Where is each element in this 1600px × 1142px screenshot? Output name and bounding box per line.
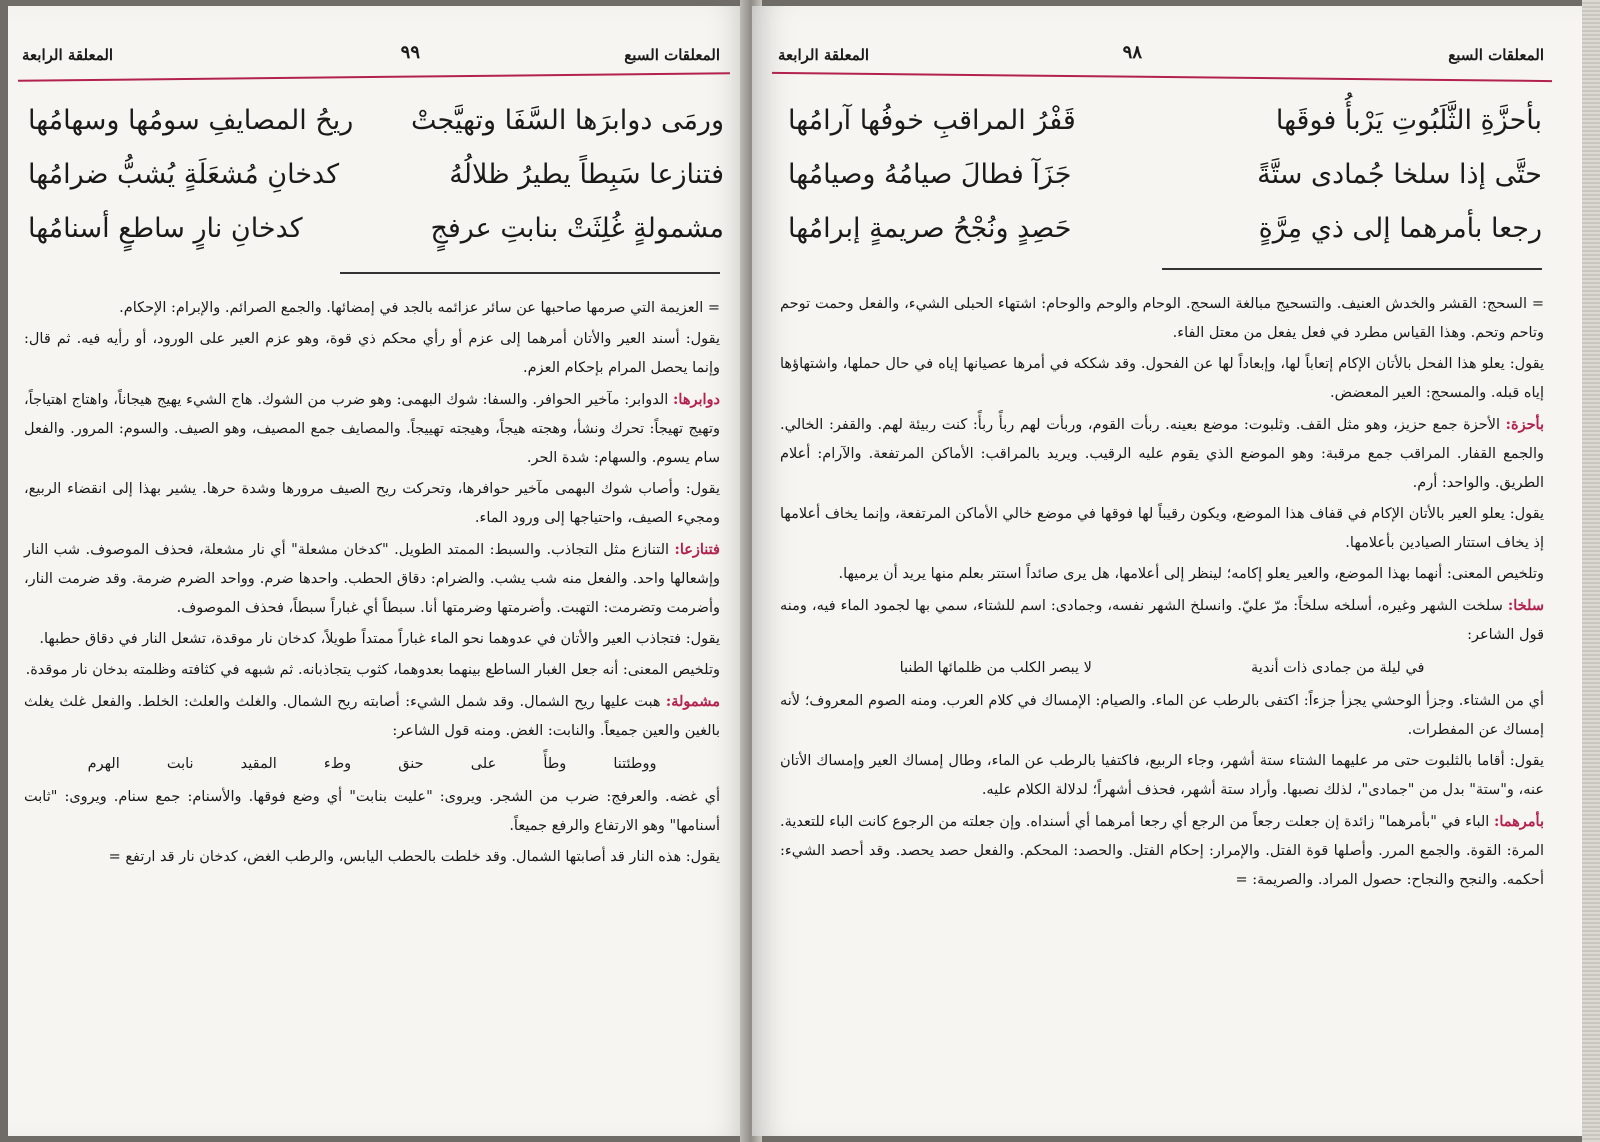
header-book-title: المعلقات السبع [1448,46,1544,64]
gloss-term: مشمولة: [665,693,721,710]
page-edges [1582,0,1600,1142]
header-section-title: المعلقة الرابعة [778,46,870,64]
verse-second-hemistich: قَفْرُ المراقبِ خوفُها آرامُها [788,105,1076,136]
commentary [780,290,1544,897]
gloss-term: بأمرهما: [1493,813,1544,830]
verse-first-hemistich: حتَّى إذا سلخا جُمادى ستَّةً [1257,159,1542,190]
verse-second-hemistich: جَزَآ فطالَ صيامُهُ وصيامُها [788,159,1072,190]
verse-line [788,202,1542,256]
page-header [8,40,750,74]
gloss-term: فتنازعا: [674,541,720,558]
verse-divider [1162,268,1542,270]
gloss-term: دوابرها: [673,391,720,408]
verse-first-hemistich: ورمَى دوابرَها السَّفَا وتهيَّجتْ [410,105,724,136]
verse-first-hemistich: فتنازعا سَبِطاً يطيرُ ظلالُهُ [449,159,724,190]
verse-second-hemistich: كدخانِ مُشعَلَةٍ يُشبُّ ضرامُها [28,159,340,190]
commentary-paragraph: يقول: أقاما بالثلبوت حتى مر عليهما الشتاء ستة أشهر، وجاء الربيع، فاكتفيا بالرطب عن الماء، وطال إمساك العير وإمساك الأتان عنه، و"ستة" بدل من "جمادى"، لذلك نصبها. وأراد ستة أشهر، فحذف أشهراً؛ لدلالة الكلام عليه. [780,753,1544,798]
commentary-paragraph: دوابرها: الدوابر: مآخير الحوافر. والسفا: شوك البهمى: وهو ضرب من الشوك. هاج الشيء يهيج هيجاناً، واهتاج اهتياجاً، وتهيج تهيجاً: تحرك ونشأ، وهجته هيجاً، وهيجته تهييجاً. والمصايف جمع المصيف، وهو الصيف. والسوم: المرور. والفعل سام يسوم. والسهام: شدة الحر. [24,391,720,466]
verse-second-hemistich: ريحُ المصايفِ سومُها وسهامُها [28,105,354,136]
quoted-verse: ووطئتنا وطأً على حنق وطء المقيد نابت الهرم [87,756,657,772]
commentary-paragraph: سلخا: سلخت الشهر وغيره، أسلخه سلخاً: مرّ عليّ. وانسلخ الشهر نفسه، وجمادى: اسم للشتاء، سمي بها لجمود الماء فيه، ومنه قول الشاعر: [780,597,1544,643]
gloss-term: سلخا: [1507,597,1544,614]
commentary-paragraph: أي من الشتاء. وجزأ الوحشي يجزأ جزءاً: اكتفى بالرطب عن الماء. والصيام: الإمساك في كلام العرب. ومنه الصوم المعروف؛ لأنه إمساك عن المفطرات. [780,693,1544,738]
commentary-paragraph: يقول: يعلو هذا الفحل بالأتان الإكام إتعاباً لها، وإبعاداً لها عن الفحول. وقد شككه في أمرها عصيانها إياه في حال حملها، واشتهاؤها إياه قبله. والمسحج: العير المعضض. [780,356,1544,401]
commentary-paragraph: وتلخيص المعنى: أنه جعل الغبار الساطع بينهما بعدوهما، كثوب يتجاذبانه. ثم شبهه في كثافته وظلمته بدخان نار موقدة. [25,662,720,678]
verse-first-hemistich: رجعا بأمرهما إلى ذي مِرَّةٍ [1258,213,1542,244]
commentary-paragraph: وتلخيص المعنى: أنهما بهذا الموضع، والعير يعلو إكامه؛ لينظر إلى أعلامها، هل يرى صائداً استتر بعلم منها يريد أن يرميها. [838,566,1544,582]
page-header [752,40,1582,74]
verse-first-hemistich: مشمولةٍ غُلِثَتْ بنابتِ عرفجٍ [430,213,724,244]
commentary-paragraph: بأمرهما: الباء في "بأمرهما" زائدة إن جعلت رجعاً من الرجع أي رجعا أمرهما أي أسنداه. وإن جعلته من الرجوع كانت الباء للتعدية. المرة: القوة. والجمع المرر. وأصلها قوة الفتل. والإمرار: إحكام الفتل. والحصد: المحكم. والفعل حصد يحصد. وقد أحصد الشيء: أحكمه. والنجح والنجاح: حصول المراد. والصريمة: = [780,813,1544,888]
verses-block [788,94,1542,256]
commentary-paragraph: يقول: أسند العير والأتان أمرهما إلى عزم أو رأي محكم ذي قوة، وهو عزم العير على الورود، أو رأيه فيه. ثم قال: وإنما يحصل المرام بإحكام العزم. [24,331,720,376]
verse-line [28,94,724,148]
commentary-paragraph: = العزيمة التي صرمها صاحبها عن سائر عزائمه بالجد في إمضائها. والجمع الصرائم. والإبرام: الإحكام. [119,300,720,316]
verse-second-hemistich: كدخانِ نارٍ ساطعٍ أسنامُها [28,213,303,244]
commentary-paragraph: بأحزة: الأحزة جمع حزيز، وهو مثل القف. وثلبوت: موضع بعينه. ربأت القوم، وربأت لهم ربأً ربأً: كنت ربيئة لهم. والقفر: الخالي. والجمع القفار. المراقب جمع مرقبة: وهو الموضع الذي يقوم عليه الرقيب. ويريد بالمراقب: الأماكن المرتفعة. والآرام: أعلام الطريق. والواحد: أرم. [780,416,1544,491]
commentary-paragraph: = السحج: القشر والخدش العنيف. والتسحيج مبالغة السحج. الوحام والوحم والوحام: اشتهاء الحبلى الشيء، والفعل وحمت توحم وتاحم وتحم. وهذا القياس مطرد في فعل يفعل من معتل الفاء. [780,296,1544,341]
gloss-term: بأحزة: [1505,416,1544,433]
page-number: ٩٨ [1122,42,1142,63]
commentary-paragraph: يقول: هذه النار قد أصابتها الشمال. وقد خلطت بالحطب اليابس، والرطب الغض، كدخان نار قد ارتفع = [108,849,720,865]
commentary-paragraph: يقول: فتجاذب العير والأتان في عدوهما نحو الماء غباراً ممتداً طويلاً، كدخان نار موقدة، تشعل النار في دقاق حطبها. [39,631,720,647]
commentary-paragraph: يقول: وأصاب شوك البهمى مآخير حوافرها، وتحركت ريح الصيف مرورها وشدة حرها. يشير بهذا إلى انقضاء الربيع، ومجيء الصيف، واحتياجها إلى ورود الماء. [24,481,720,526]
page-number: ٩٩ [400,42,420,63]
quoted-verse: في ليلة من جمادى ذات أندية لا يبصر الكلب من ظلمائها الطنبا [899,660,1425,676]
header-book-title: المعلقات السبع [624,46,720,64]
verse-second-hemistich: حَصِدٍ ونُجْحُ صريمةٍ إبرامُها [788,213,1072,244]
commentary-paragraph: مشمولة: هبت عليها ريح الشمال. وقد شمل الشيء: أصابته ريح الشمال. والغلث والعلث: الخلط. والفعل غلث يغلث بالغين والعين جميعاً. والنابت: الغض. ومنه قول الشاعر: [24,693,721,739]
verse-line [788,148,1542,202]
verse-line [28,148,724,202]
header-section-title: المعلقة الرابعة [22,46,114,64]
commentary [24,294,720,874]
verses-block [28,94,724,256]
page-99 [8,6,750,1136]
commentary-paragraph: فتنازعا: التنازع مثل التجاذب. والسبط: الممتد الطويل. "كدخان مشعلة" أي نار مشعلة، فحذف الموصوف. شب النار وإشعالها واحد. والفعل منه شب يشب. والضرام: دقاق الحطب. واحدها ضرم. وواحد الضرم ضرمة. وقد ضرمت النار، وأضرمت وتضرمت: التهبت. وأضرمتها وضرمتها أنا. سبطاً أي غباراً سبطاً، فحذف الموصوف. [24,541,720,616]
commentary-paragraph: أي غضه. والعرفج: ضرب من الشجر. ويروى: "عليت بنابت" أي وضع فوقها. والأسنام: جمع سنام. ويروى: "ثابت أسنامها" وهو الارتفاع والرفع جميعاً. [24,789,720,834]
page-98 [752,6,1582,1136]
verse-divider [340,272,720,274]
commentary-paragraph: يقول: يعلو العير بالأتان الإكام في قفاف هذا الموضع، ويكون رقيباً لها فوقها في موضع خالي الأماكن المرتفعة، وإنما يخاف أعلامها إذ يخاف استتار الصيادين بأعلامها. [780,506,1544,551]
verse-first-hemistich: بأحزَّةِ الثَّلَبُوتِ يَرْبأُ فوقَها [1275,105,1542,136]
verse-line [28,202,724,256]
verse-line [788,94,1542,148]
